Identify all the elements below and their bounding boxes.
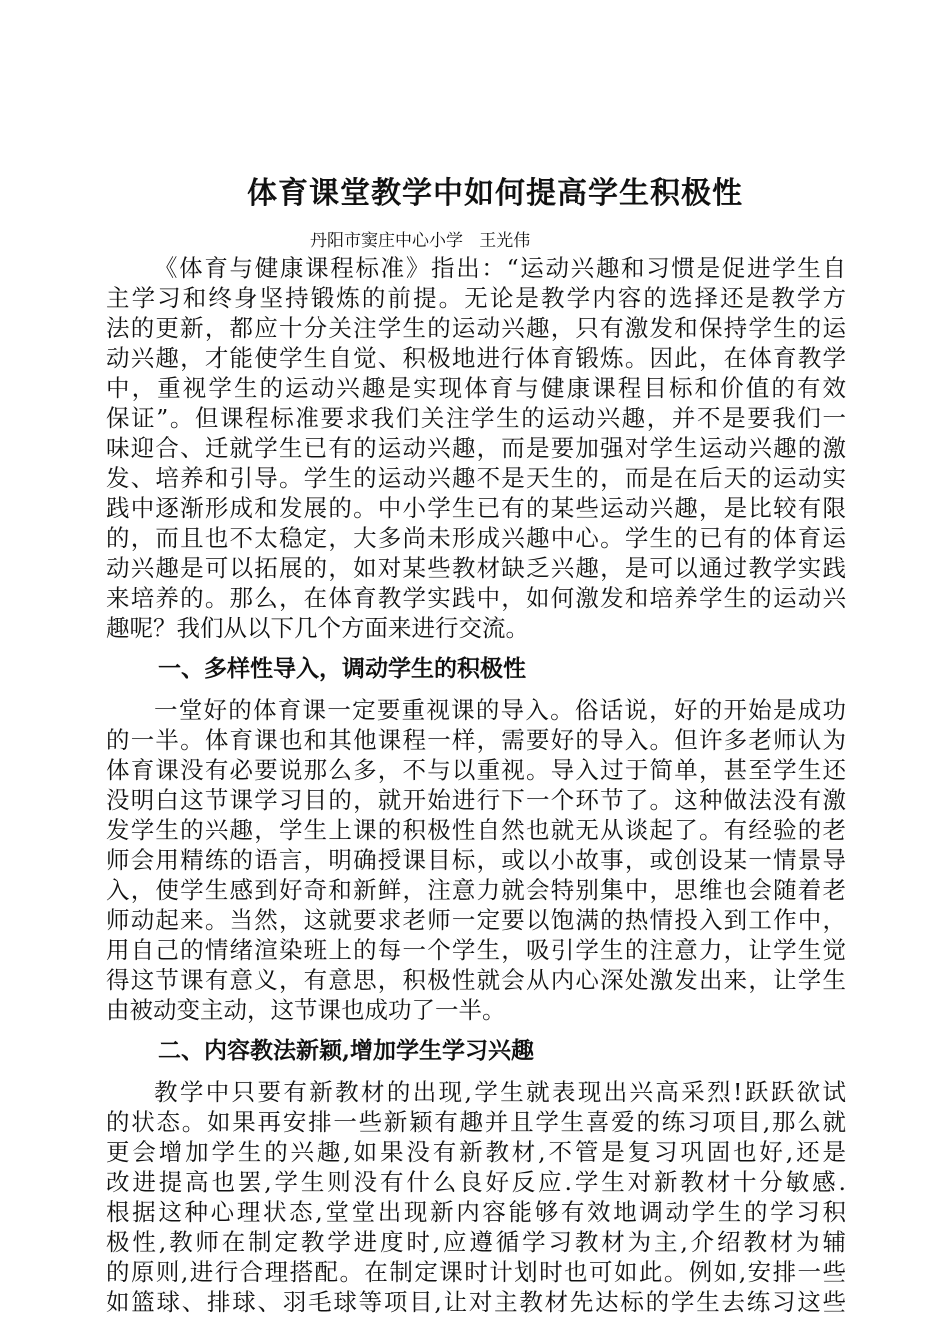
text-line: 一堂好的体育课一定要重视课的导入。俗话说，好的开始是成功 [154, 696, 846, 724]
text-line: 教学中只要有新教材的出现,学生就表现出兴高采烈!跃跃欲试 [154, 1078, 846, 1106]
text-line: 由被动变主动，这节课也成功了一半。 [106, 996, 506, 1024]
text-line: 没明白这节课学习目的，就开始进行下一个环节了。这种做法没有激 [106, 786, 846, 814]
text-line: 主学习和终身坚持锻炼的前提。无论是教学内容的选择还是教学方 [106, 284, 846, 312]
text-line: 的，而且也不太稳定，大多尚未形成兴趣中心。学生的已有的体育运 [106, 524, 846, 552]
text-line: 用自己的情绪渲染班上的每一个学生，吸引学生的注意力，让学生觉 [106, 936, 846, 964]
text-line: 改进提高也罢,学生则没有什么良好反应.学生对新教材十分敏感. [106, 1168, 846, 1196]
text-line: 味迎合、迁就学生已有的运动兴趣，而是要加强对学生运动兴趣的激 [106, 434, 846, 462]
text-line: 体育课没有必要说那么多，不与以重视。导入过于简单，甚至学生还 [106, 756, 846, 784]
text-line: 师会用精练的语言，明确授课目标，或以小故事，或创设某一情景导 [106, 846, 846, 874]
text-line: 发学生的兴趣，学生上课的积极性自然也就无从谈起了。有经验的老 [106, 816, 846, 844]
text-line: 的一半。体育课也和其他课程一样，需要好的导入。但许多老师认为 [106, 726, 846, 754]
text-line: 发、培养和引导。学生的运动兴趣不是天生的，而是在后天的运动实 [106, 464, 846, 492]
text-line: 的原则,进行合理搭配。在制定课时计划时也可如此。例如,安排一些 [106, 1258, 846, 1286]
text-line: 的状态。如果再安排一些新颖有趣并且学生喜爱的练习项目,那么就 [106, 1108, 846, 1136]
section-heading-2: 二、内容教法新颖,增加学生学习兴趣 [158, 1037, 535, 1064]
text-line: 中，重视学生的运动兴趣是实现体育与健康课程目标和价值的有效 [106, 374, 846, 402]
text-line: 《体育与健康课程标准》指出：“运动兴趣和习惯是促进学生自 [154, 254, 846, 282]
text-line: 来培养的。那么，在体育教学实践中，如何激发和培养学生的运动兴 [106, 584, 846, 612]
text-line: 入，使学生感到好奇和新鲜，注意力就会特别集中，思维也会随着老 [106, 876, 846, 904]
text-line: 践中逐渐形成和发展的。中小学生已有的某些运动兴趣，是比较有限 [106, 494, 846, 522]
text-line: 趣呢？我们从以下几个方面来进行交流。 [106, 614, 529, 642]
document-title: 体育课堂教学中如何提高学生积极性 [247, 176, 743, 211]
text-line: 得这节课有意义，有意思，积极性就会从内心深处激发出来，让学生 [106, 966, 846, 994]
author-byline: 丹阳市窦庄中心小学 王光伟 [310, 231, 531, 251]
text-line: 动兴趣，才能使学生自觉、积极地进行体育锻炼。因此，在体育教学 [106, 344, 846, 372]
text-line: 保证”。但课程标准要求我们关注学生的运动兴趣，并不是要我们一 [106, 404, 846, 432]
text-line: 极性,教师在制定教学进度时,应遵循学习教材为主,介绍教材为辅 [106, 1228, 846, 1256]
text-line: 如篮球、排球、羽毛球等项目,让对主教材先达标的学生去练习这些 [106, 1288, 846, 1316]
text-line: 根据这种心理状态,堂堂出现新内容能够有效地调动学生的学习积 [106, 1198, 846, 1226]
text-line: 更会增加学生的兴趣,如果没有新教材,不管是复习巩固也好,还是 [106, 1138, 846, 1166]
text-line: 师动起来。当然，这就要求老师一定要以饱满的热情投入到工作中， [106, 906, 846, 934]
text-line: 法的更新，都应十分关注学生的运动兴趣，只有激发和保持学生的运 [106, 314, 846, 342]
text-line: 动兴趣是可以拓展的，如对某些教材缺乏兴趣，是可以通过教学实践 [106, 554, 846, 582]
section-heading-1: 一、多样性导入，调动学生的积极性 [158, 655, 526, 682]
